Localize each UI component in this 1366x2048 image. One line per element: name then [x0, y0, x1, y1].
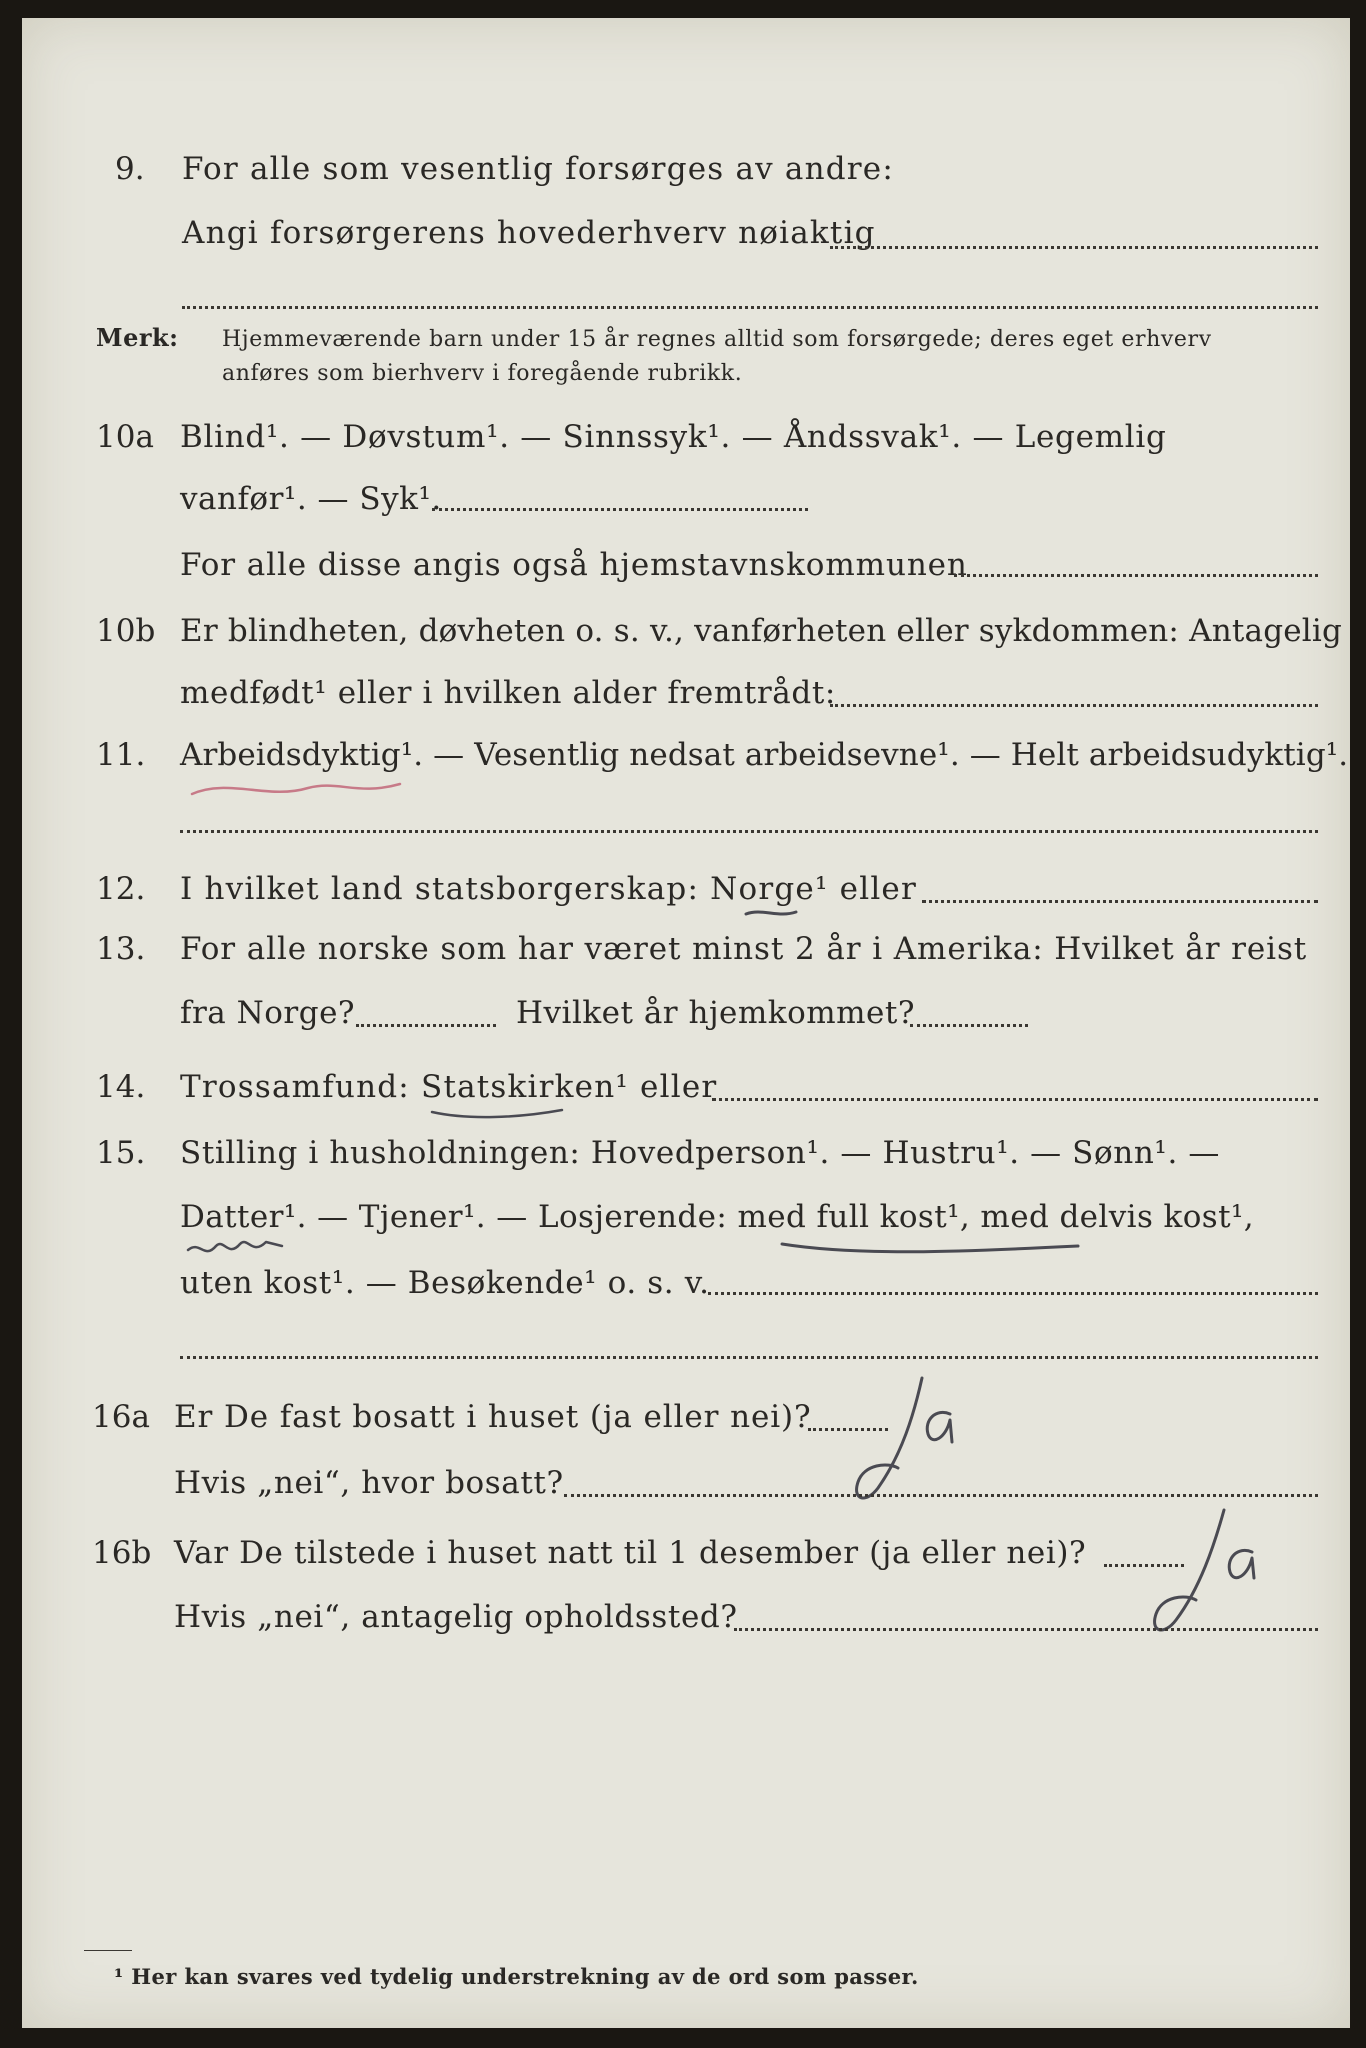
q10a-syk-line[interactable] — [432, 508, 808, 511]
footnote: ¹ Her kan svares ved tydelig understrekning av de ord som passer. — [114, 1964, 919, 1989]
merk-line1: Hjemmeværende barn under 15 år regnes alltid som forsørgede; deres eget erhverv — [222, 327, 1212, 352]
q16b-line1: Var De tilstede i huset natt til 1 desember (ja eller nei)? — [174, 1535, 1087, 1571]
q16a-number: 16a — [92, 1399, 150, 1435]
statskirken-underline — [428, 1104, 568, 1124]
q10b-answer-line[interactable] — [830, 704, 1318, 707]
norge-underline — [742, 904, 802, 924]
q11-answer-line[interactable] — [180, 830, 1318, 833]
q16a-line2: Hvis „nei“, hvor bosatt? — [174, 1465, 564, 1501]
q9-number: 9. — [115, 151, 145, 187]
q10b-number: 10b — [96, 613, 156, 649]
q14-answer-line[interactable] — [712, 1098, 1318, 1101]
q9-answer-line-2[interactable] — [182, 306, 1318, 309]
q9-line2: Angi forsørgerens hovederhverv nøiaktig — [182, 215, 876, 251]
q16a-handwritten-ja — [818, 1364, 968, 1514]
q10a-line3: For alle disse angis også hjemstavnskommunen — [180, 547, 968, 583]
q14-line1: Trossamfund: Statskirken¹ eller — [180, 1069, 718, 1105]
med-full-kost-underline — [778, 1234, 1088, 1262]
q15-answer-line[interactable] — [708, 1292, 1318, 1295]
q16b-opholdssted-line[interactable] — [734, 1628, 1318, 1631]
q16b-handwritten-ja — [1114, 1498, 1274, 1648]
q15-number: 15. — [96, 1135, 146, 1171]
q13-number: 13. — [96, 931, 146, 967]
q15-line2: Datter¹. — Tjener¹. — Losjerende: med full kost¹, med delvis kost¹, — [180, 1199, 1255, 1235]
q16b-line2: Hvis „nei“, antagelig opholdssted? — [174, 1599, 738, 1635]
q13-hjemkommet-line[interactable] — [910, 1024, 1028, 1027]
merk-label: Merk: — [96, 323, 179, 352]
q13-line2b: Hvilket år hjemkommet? — [516, 995, 915, 1031]
q16b-number: 16b — [92, 1535, 152, 1571]
q12-answer-line[interactable] — [922, 900, 1318, 903]
q16a-line1: Er De fast bosatt i huset (ja eller nei)? — [174, 1399, 812, 1435]
q14-number: 14. — [96, 1069, 146, 1105]
datter-scribble — [182, 1230, 302, 1270]
q11-number: 11. — [96, 737, 146, 773]
q16a-bosatt-line[interactable] — [564, 1494, 1318, 1497]
census-form-page — [22, 18, 1350, 2028]
q15-line3: uten kost¹. — Besøkende¹ o. s. v. — [180, 1265, 710, 1301]
q10a-line2: vanfør¹. — Syk¹. — [180, 481, 442, 517]
q13-line2a: fra Norge? — [180, 995, 356, 1031]
q10b-line1: Er blindheten, døvheten o. s. v., vanførheten eller sykdommen: Antagelig — [180, 613, 1343, 649]
q9-answer-line[interactable] — [830, 246, 1318, 249]
q12-line1: I hvilket land statsborgerskap: Norge¹ eller — [180, 871, 917, 907]
q11-line1: Arbeidsdyktig¹. — Vesentlig nedsat arbeidsevne¹. — Helt arbeidsudyktig¹. — [180, 737, 1349, 773]
q10a-number: 10a — [96, 419, 154, 455]
footnote-rule — [84, 1950, 132, 1951]
arbeidsdyktig-underline — [188, 770, 408, 810]
q15-line1: Stilling i husholdningen: Hovedperson¹. — Hustru¹. — Sønn¹. — — [180, 1135, 1220, 1171]
q13-reist-line[interactable] — [356, 1024, 496, 1027]
q10a-kommune-line[interactable] — [954, 574, 1318, 577]
q12-number: 12. — [96, 871, 146, 907]
q9-line1: For alle som vesentlig forsørges av andre: — [182, 151, 894, 187]
q10a-line1: Blind¹. — Døvstum¹. — Sinnssyk¹. — Åndssvak¹. — Legemlig — [180, 419, 1167, 455]
q10b-line2: medfødt¹ eller i hvilken alder fremtrådt: — [180, 675, 836, 711]
q15-answer-line-2[interactable] — [180, 1356, 1318, 1359]
merk-line2: anføres som bierhverv i foregående rubrikk. — [222, 361, 743, 386]
q13-line1: For alle norske som har været minst 2 år i Amerika: Hvilket år reist — [180, 931, 1308, 967]
